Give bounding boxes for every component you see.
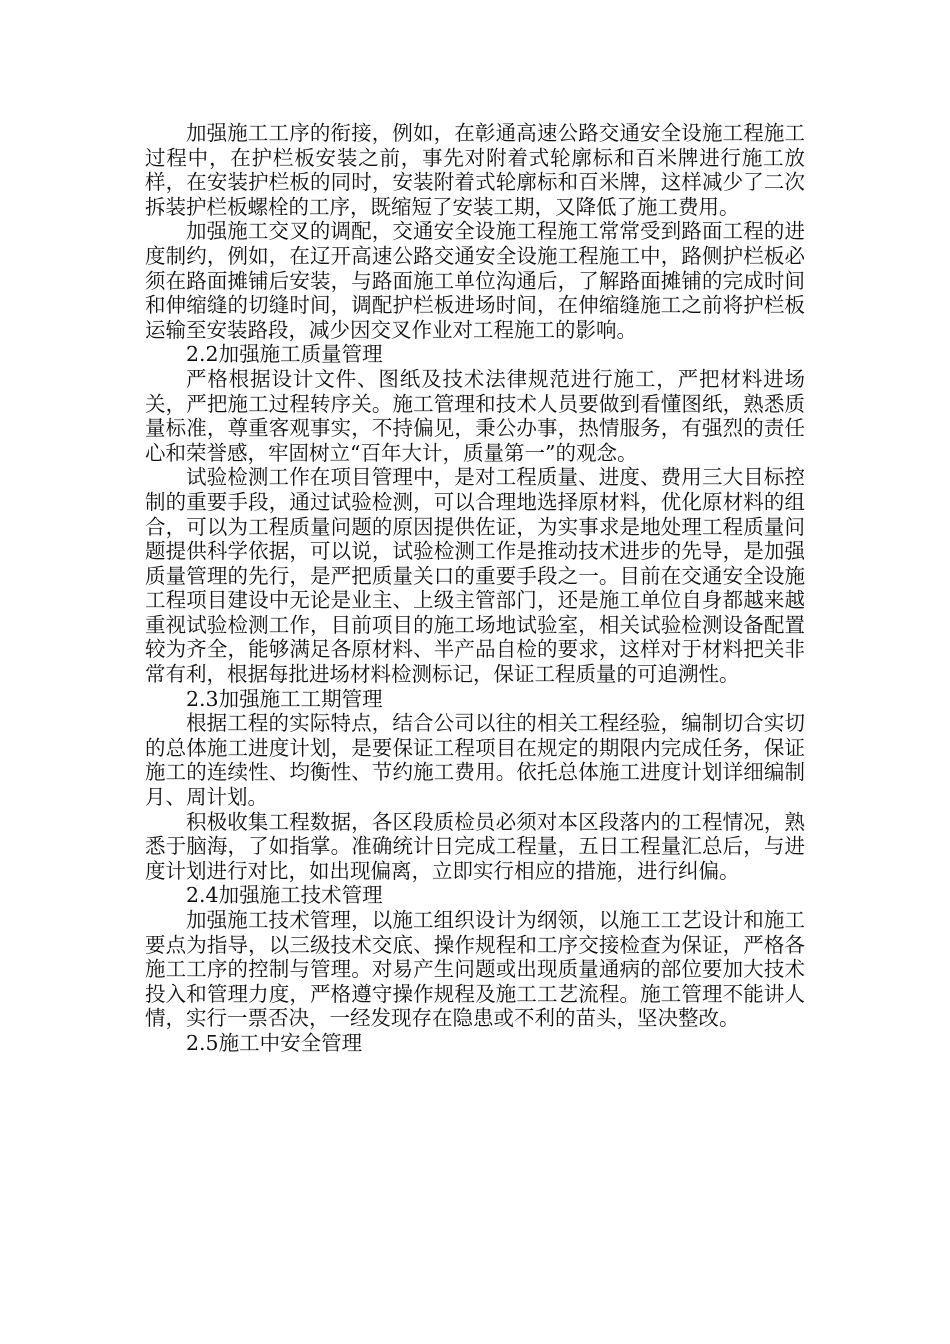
section-heading-2-3: 2.3加强施工工期管理 <box>186 686 383 711</box>
paragraph-process-connection: 加强施工工序的衔接，例如，在彰通高速公路交通安全设施工程施工过程中，在护栏板安装之前，事先对附着式轮廓标和百米牌进行施工放样，在安装护栏板的同时，安装附着式轮廓标和百米牌，这样减少了二次拆装护栏板螺栓的工序，既缩短了安装工期，又降低了施工费用。 <box>145 121 805 219</box>
paragraph-testing-inspection: 试验检测工作在项目管理中，是对工程质量、进度、费用三大目标控制的重要手段，通过试验检测，可以合理地选择原材料，优化原材料的组合，可以为工程质量问题的原因提供佐证，为实事求是地处理工程质量问题提供科学依据，可以说，试验检测工作是推动技术进步的先导，是加强质量管理的先行，是严把质量关口的重要手段之一。目前在交通安全设施工程项目建设中无论是业主、上级主管部门，还是施工单位自身都越来越重视试验检测工作，目前项目的施工场地试验室，相关试验检测设备配置较为齐全，能够满足各原材料、半产品自检的要求，这样对于材料把关非常有利，根据每批进场材料检测标记，保证工程质量的可追溯性。 <box>145 465 805 687</box>
paragraph-cross-coordination: 加强施工交叉的调配，交通安全设施工程施工常常受到路面工程的进度制约，例如，在辽开高速公路交通安全设施工程施工中，路侧护栏板必须在路面摊铺后安装，与路面施工单位沟通后，了解路面摊铺的完成时间和伸缩缝的切缝时间，调配护栏板进场时间，在伸缩缝施工之前将护栏板运输至安装路段，减少因交叉作业对工程施工的影响。 <box>145 219 805 342</box>
paragraph-quality-standards: 严格根据设计文件、图纸及技术法律规范进行施工，严把材料进场关，严把施工过程转序关。施工管理和技术人员要做到看懂图纸，熟悉质量标准，尊重客观事实，不持偏见，秉公办事，热情服务，有强烈的责任心和荣誉感，牢固树立“百年大计，质量第一”的观念。 <box>145 366 805 465</box>
paragraph-technical-management: 加强施工技术管理，以施工组织设计为纲领，以施工工艺设计和施工要点为指导，以三级技术交底、操作规程和工序交接检查为保证，严格各施工工序的控制与管理。对易产生问题或出现质量通病的部位要加大技术投入和管理力度，严格遵守操作规程及施工工艺流程。施工管理不能讲人情，实行一票否决，一经发现存在隐患或不利的苗头，坚决整改。 <box>145 908 805 1031</box>
paragraph-data-collection: 积极收集工程数据，各区段质检员必须对本区段落内的工程情况，熟悉于脑海，了如指掌。准确统计日完成工程量，五日工程量汇总后，与进度计划进行对比，如出现偏离，立即实行相应的措施，进行纠偏。 <box>145 809 805 883</box>
paragraph-schedule-planning: 根据工程的实际特点，结合公司以往的相关工程经验，编制切合实切的总体施工进度计划，是要保证工程项目在规定的期限内完成任务，保证施工的连续性、均衡性、节约施工费用。依托总体施工进度计划详细编制月、周计划。 <box>145 711 805 810</box>
section-heading-2-5: 2.5施工中安全管理 <box>186 1030 363 1055</box>
section-heading-2-4: 2.4加强施工技术管理 <box>186 883 383 908</box>
section-heading-2-2: 2.2加强施工质量管理 <box>186 342 383 367</box>
document-body <box>145 121 805 1056</box>
